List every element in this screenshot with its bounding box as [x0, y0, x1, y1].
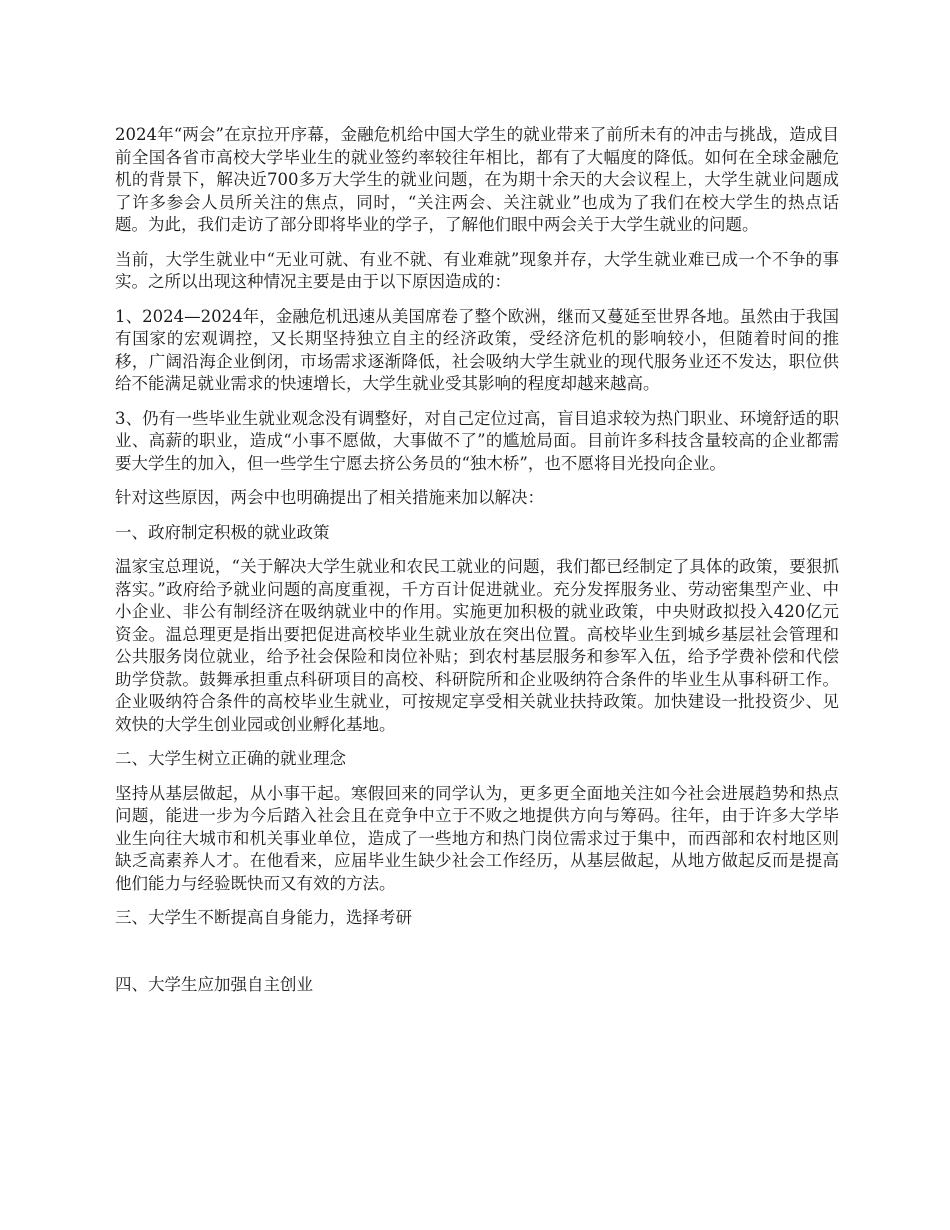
section-heading-2: 二、大学生树立正确的就业理念 [115, 749, 346, 768]
section-heading-3: 三、大学生不断提高自身能力，选择考研 [115, 908, 412, 927]
situation-paragraph: 当前，大学生就业中“无业可就、有业不就、有业难就”现象并存，大学生就业难已成一个不争的事实。之所以出现这种情况主要是由于以下原因造成的： [115, 249, 839, 291]
intro-paragraph: 2024年“两会”在京拉开序幕，金融危机给中国大学生的就业带来了前所未有的冲击与挑战，造成目前全国各省市高校大学毕业生的就业签约率较往年相比，都有了大幅度的降低。如何在全球金融危机的背景下，解决近700多万大学生的就业问题，在为期十余天的大会议程上，大学生就业问题成了许多参会人员所关注的焦点，同时，“关注两会、关注就业”也成为了我们在校大学生的热点话题。为此，我们走访了部分即将毕业的学子，了解他们眼中两会关于大学生就业的问题。 [115, 125, 839, 234]
document-body [115, 124, 839, 1008]
employment-concept-paragraph: 坚持从基层做起，从小事干起。寒假回来的同学认为，更多更全面地关注如今社会进展趋势和热点问题，能进一步为今后踏入社会且在竞争中立于不败之地提供方向与筹码。往年，由于许多大学毕业生向往大城市和机关事业单位，造成了一些地方和热门岗位需求过于集中，而西部和农村地区则缺乏高素养人才。在他看来，应届毕业生缺少社会工作经历，从基层做起，从地方做起反而是提高他们能力与经验既快而又有效的方法。 [115, 783, 839, 893]
blank-space [115, 942, 839, 974]
measures-intro-paragraph: 针对这些原因，两会中也明确提出了相关措施来加以解决： [115, 488, 544, 507]
government-policy-paragraph: 温家宝总理说，“关于解决大学生就业和农民工就业的问题，我们都已经制定了具体的政策，要狠抓落实。”政府给予就业问题的高度重视，千方百计促进就业。充分发挥服务业、劳动密集型产业、中小企业、非公有制经济在吸纳就业中的作用。实施更加积极的就业政策，中央财政拟投入420亿元资金。温总理更是指出要把促进高校毕业生就业放在突出位置。高校毕业生到城乡基层社会管理和公共服务岗位就业，给予社会保险和岗位补贴；到农村基层服务和参军入伍，给予学费补偿和代偿助学贷款。鼓舞承担重点科研项目的高校、科研院所和企业吸纳符合条件的毕业生从事科研工作。企业吸纳符合条件的高校毕业生就业，可按规定享受相关就业扶持政策。加快建设一批投资少、见效快的大学生创业园或创业孵化基地。 [115, 557, 839, 734]
section-heading-4: 四、大学生应加强自主创业 [115, 974, 313, 994]
section-heading-1: 一、政府制定积极的就业政策 [115, 522, 330, 542]
reason-3-paragraph: 3、仍有一些毕业生就业观念没有调整好，对自己定位过高，盲目追求较为热门职业、环境舒适的职业、高薪的职业，造成“小事不愿做，大事做不了”的尴尬局面。目前许多科技含量较高的企业都需要大学生的加入，但一些学生宁愿去挤公务员的“独木桥”，也不愿将目光投向企业。 [115, 408, 839, 473]
reason-1-paragraph: 1、2024—2024年，金融危机迅速从美国席卷了整个欧洲，继而又蔓延至世界各地。虽然由于我国有国家的宏观调控，又长期坚持独立自主的经济政策，受经济危机的影响较小，但随着时间的推移，广阔沿海企业倒闭，市场需求逐渐降低，社会吸纳大学生就业的现代服务业还不发达，职位供给不能满足就业需求的快速增长，大学生就业受其影响的程度却越来越高。 [115, 306, 839, 393]
